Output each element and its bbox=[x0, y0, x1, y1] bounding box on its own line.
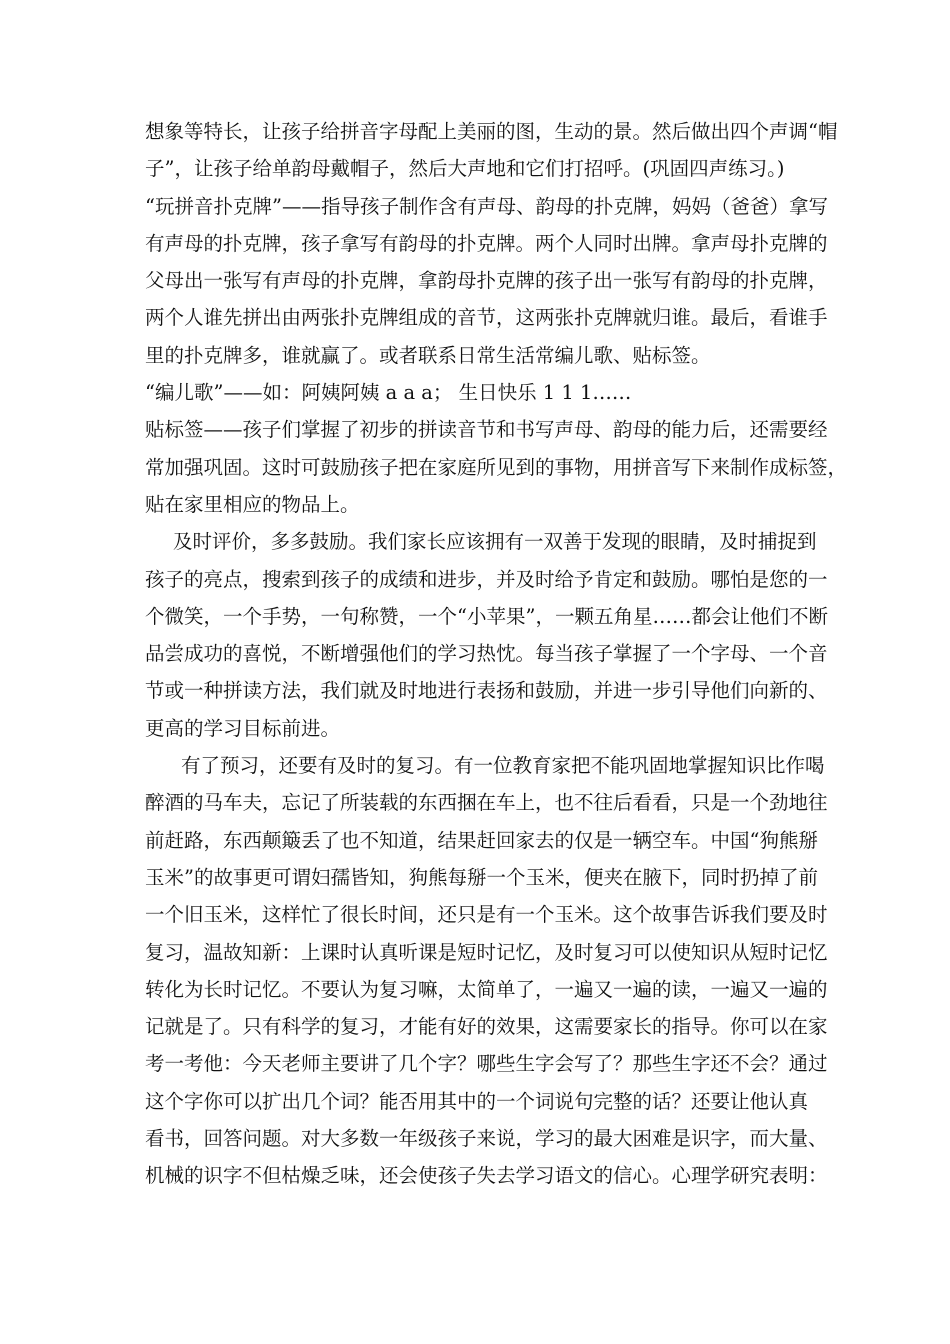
text-line: 看书，回答问题。对大多数一年级孩子来说，学习的最大困难是识字，而大量、 bbox=[145, 1127, 828, 1151]
text-line: 一个旧玉米，这样忙了很长时间，还只是有一个玉米。这个故事告诉我们要及时 bbox=[145, 903, 828, 927]
text-line: 个微笑，一个手势，一句称赞，一个“小苹果”，一颗五角星……都会让他们不断 bbox=[145, 604, 828, 628]
text-line: 这个字你可以扩出几个词？能否用其中的一个词说句完整的话？还要让他认真 bbox=[145, 1089, 809, 1113]
text-line: 记就是了。只有科学的复习，才能有好的效果，这需要家长的指导。你可以在家 bbox=[145, 1015, 828, 1039]
text-line: 孩子的亮点，搜索到孩子的成绩和进步，并及时给予肯定和鼓励。哪怕是您的一 bbox=[145, 567, 828, 591]
text-line: “玩拼音扑克牌”——指导孩子制作含有声母、韵母的扑克牌，妈妈（爸爸）拿写 bbox=[145, 194, 828, 218]
text-line: 醉酒的马车夫，忘记了所装载的东西捆在车上，也不往后看看，只是一个劲地往 bbox=[145, 791, 828, 815]
text-line: 前赶路，东西颠簸丢了也不知道，结果赶回家去的仅是一辆空车。中国“狗熊掰 bbox=[145, 828, 818, 852]
text-line: 复习，温故知新：上课时认真听课是短时记忆，及时复习可以使知识从短时记忆 bbox=[145, 940, 828, 964]
text-line: 转化为长时记忆。不要认为复习嘛，太简单了，一遍又一遍的读，一遍又一遍的 bbox=[145, 977, 828, 1001]
paragraph-first-line: 有了预习，还要有及时的复习。有一位教育家把不能巩固地掌握知识比作喝 bbox=[181, 754, 825, 778]
text-line: 子”，让孩子给单韵母戴帽子，然后大声地和它们打招呼。(巩固四声练习。) bbox=[145, 157, 785, 181]
text-line: 玉米”的故事更可谓妇孺皆知，狗熊每掰一个玉米，便夹在腋下，同时扔掉了前 bbox=[145, 865, 818, 889]
document-body bbox=[145, 113, 848, 1195]
text-line: 考一考他：今天老师主要讲了几个字？哪些生字会写了？那些生字还不会？通过 bbox=[145, 1052, 828, 1076]
text-line: 机械的识字不但枯燥乏味，还会使孩子失去学习语文的信心。心理学研究表明： bbox=[145, 1164, 828, 1188]
text-line: 两个人谁先拼出由两张扑克牌组成的音节，这两张扑克牌就归谁。最后，看谁手 bbox=[145, 306, 828, 330]
text-line: 想象等特长，让孩子给拼音字母配上美丽的图，生动的景。然后做出四个声调“帽 bbox=[145, 120, 838, 143]
text-line: 节或一种拼读方法，我们就及时地进行表扬和鼓励，并进一步引导他们向新的、 bbox=[145, 679, 828, 703]
text-line: “编儿歌”——如：阿姨阿姨 a a a； 生日快乐 1 1 1…… bbox=[145, 381, 632, 405]
text-line: 常加强巩固。这时可鼓励孩子把在家庭所见到的事物，用拼音写下来制作成标签， bbox=[145, 455, 848, 479]
text-line: 贴在家里相应的物品上。 bbox=[145, 492, 360, 516]
text-line: 父母出一张写有声母的扑克牌，拿韵母扑克牌的孩子出一张写有韵母的扑克牌， bbox=[145, 269, 828, 293]
text-line: 有声母的扑克牌，孩子拿写有韵母的扑克牌。两个人同时出牌。拿声母扑克牌的 bbox=[145, 231, 828, 255]
text-line: 品尝成功的喜悦，不断增强他们的学习热忱。每当孩子掌握了一个字母、一个音 bbox=[145, 642, 828, 666]
text-line: 更高的学习目标前进。 bbox=[145, 716, 341, 740]
text-line: 里的扑克牌多，谁就赢了。或者联系日常生活常编儿歌、贴标签。 bbox=[145, 343, 711, 367]
paragraph-first-line: 及时评价，多多鼓励。我们家长应该拥有一双善于发现的眼睛，及时捕捉到 bbox=[173, 530, 817, 554]
text-line: 贴标签——孩子们掌握了初步的拼读音节和书写声母、韵母的能力后，还需要经 bbox=[145, 418, 828, 442]
